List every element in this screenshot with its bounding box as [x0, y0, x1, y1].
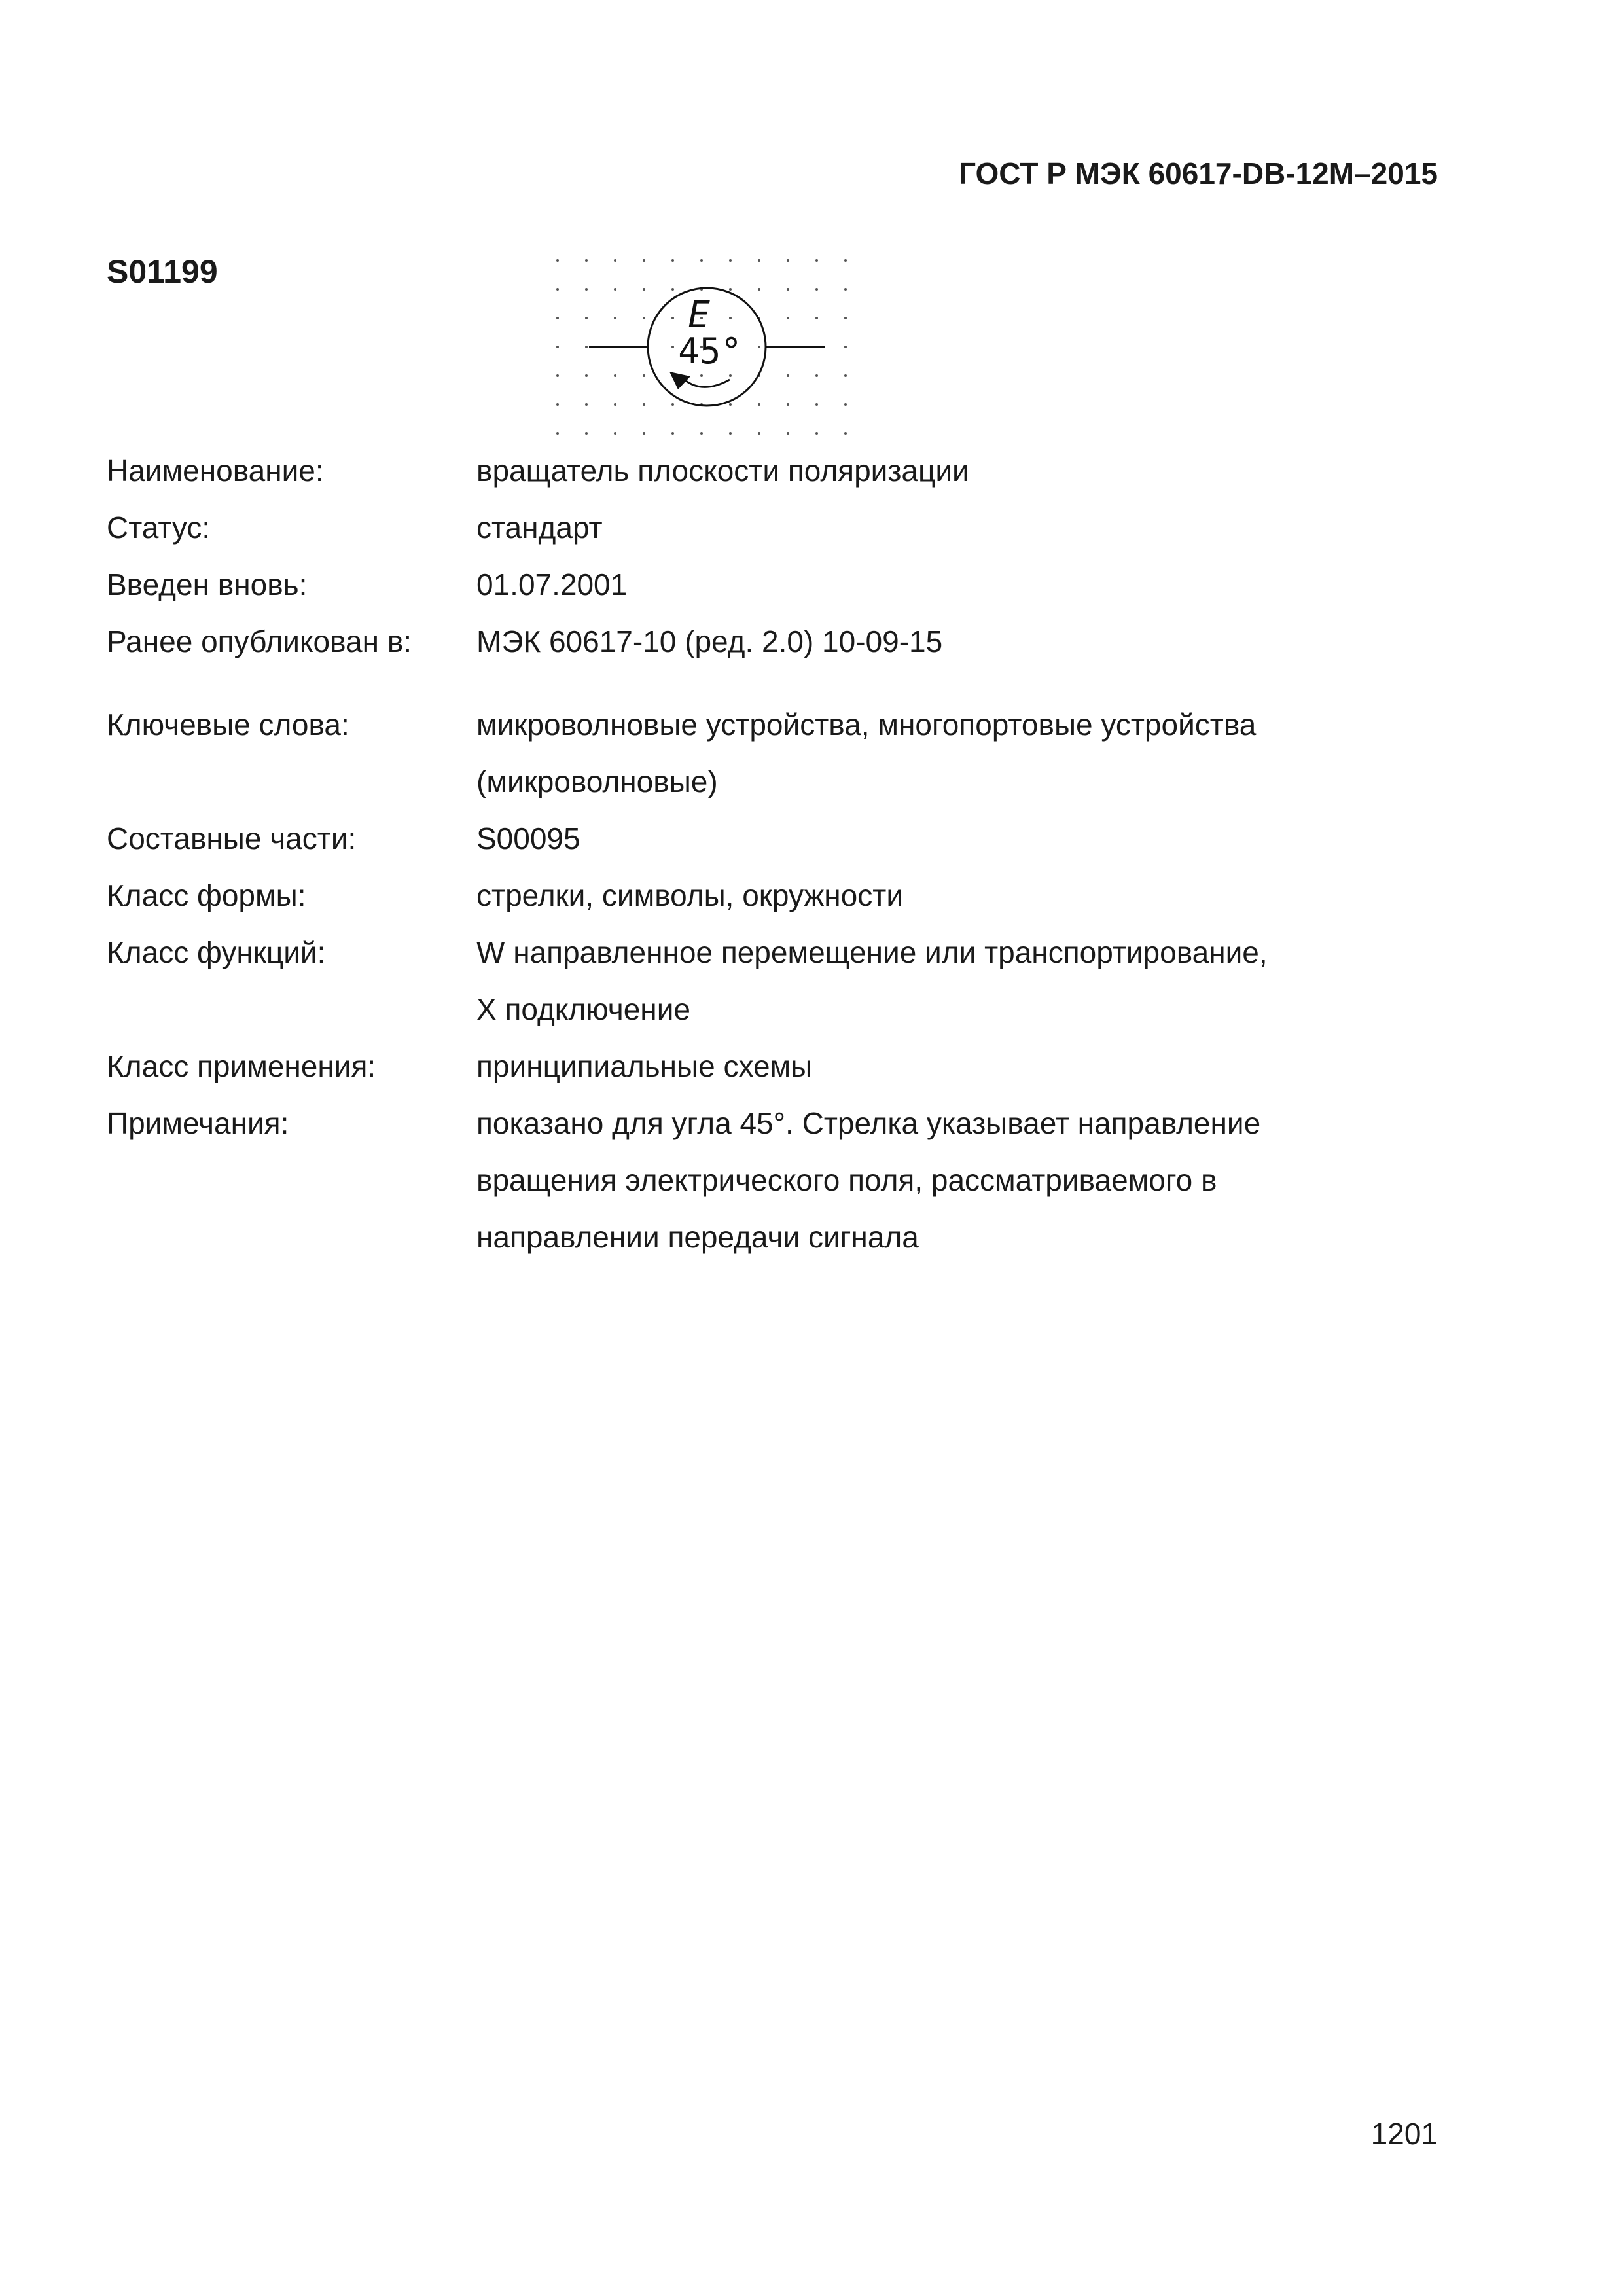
grid-dot — [614, 317, 616, 319]
grid-dot — [556, 317, 559, 319]
property-value — [476, 810, 1481, 867]
grid-dot — [585, 317, 588, 319]
grid-dot — [614, 288, 616, 291]
property-value-line: МЭК 60617-10 (ред. 2.0) 10-09-15 — [476, 624, 943, 658]
property-row — [107, 1095, 1481, 1266]
grid-dot — [844, 346, 847, 348]
grid-dot — [643, 259, 645, 262]
grid-dot — [585, 432, 588, 435]
property-value-line: S00095 — [476, 821, 580, 855]
property-row — [107, 1038, 1481, 1095]
property-row — [107, 556, 1481, 613]
property-value — [476, 499, 1481, 556]
property-value-line: X подключение — [476, 992, 690, 1026]
grid-dot — [844, 288, 847, 291]
grid-dot — [815, 317, 818, 319]
property-label: Класс функций: — [107, 935, 326, 969]
grid-dot — [643, 403, 645, 406]
properties-table — [107, 442, 1481, 1266]
property-value-line: вращения электрического поля, рассматриваемого в — [476, 1163, 1217, 1197]
grid-dot — [844, 374, 847, 377]
property-row — [107, 696, 1481, 810]
grid-dot — [671, 403, 674, 406]
grid-dot — [700, 374, 703, 377]
grid-dot — [787, 403, 789, 406]
property-value — [476, 442, 1481, 499]
grid-dot — [844, 259, 847, 262]
property-value-line: микроволновые устройства, многопортовые устройства — [476, 708, 1257, 742]
grid-dot — [758, 432, 760, 435]
grid-dot — [614, 432, 616, 435]
page-number: 1201 — [1370, 2117, 1438, 2151]
property-value — [476, 556, 1481, 613]
grid-dot — [585, 346, 588, 348]
property-value-line: вращатель плоскости поляризации — [476, 454, 969, 488]
grid-dot — [556, 288, 559, 291]
grid-dot — [643, 374, 645, 377]
property-value — [476, 613, 1481, 670]
grid-dot — [556, 259, 559, 262]
property-row — [107, 499, 1481, 556]
grid-dot — [787, 259, 789, 262]
property-value — [476, 1095, 1481, 1266]
grid-dot — [787, 288, 789, 291]
property-row — [107, 867, 1481, 924]
symbol-code: S01199 — [107, 253, 218, 290]
property-label: Наименование: — [107, 454, 324, 488]
grid-dot — [787, 432, 789, 435]
property-value-line: направлении передачи сигнала — [476, 1220, 919, 1254]
property-value — [476, 924, 1481, 1038]
grid-dot — [614, 259, 616, 262]
property-row — [107, 613, 1481, 670]
grid-dot — [671, 259, 674, 262]
grid-dot — [556, 432, 559, 435]
grid-dot — [556, 403, 559, 406]
property-row — [107, 924, 1481, 1038]
grid-dot — [614, 403, 616, 406]
grid-dot — [844, 432, 847, 435]
grid-dot — [729, 317, 732, 319]
grid-dot — [643, 317, 645, 319]
grid-dot — [844, 403, 847, 406]
grid-dot — [815, 288, 818, 291]
grid-dot — [758, 403, 760, 406]
grid-dot — [585, 288, 588, 291]
property-label: Ранее опубликован в: — [107, 624, 412, 658]
property-value-line: стандарт — [476, 511, 603, 545]
property-value-line: 01.07.2001 — [476, 567, 628, 601]
grid-dot — [729, 259, 732, 262]
property-row — [107, 810, 1481, 867]
grid-dot — [643, 432, 645, 435]
grid-dot — [844, 317, 847, 319]
grid-dot — [585, 259, 588, 262]
grid-dot — [729, 432, 732, 435]
property-label: Статус: — [107, 511, 211, 545]
grid-dot — [614, 374, 616, 377]
grid-dot — [787, 317, 789, 319]
grid-dot — [815, 259, 818, 262]
grid-dot — [758, 259, 760, 262]
property-value-line: принципиальные схемы — [476, 1049, 813, 1083]
grid-dot — [787, 374, 789, 377]
grid-dot — [556, 346, 559, 348]
grid-dot — [815, 403, 818, 406]
standard-header: ГОСТ Р МЭК 60617-DB-12M–2015 — [959, 156, 1438, 190]
grid-dot — [671, 288, 674, 291]
symbol-label-e: E — [688, 294, 710, 336]
property-label: Примечания: — [107, 1106, 289, 1140]
property-label: Составные части: — [107, 821, 357, 855]
property-label: Ключевые слова: — [107, 708, 349, 742]
grid-dot — [556, 374, 559, 377]
grid-dot — [671, 346, 674, 348]
grid-dot — [700, 259, 703, 262]
symbol-label-angle: 45° — [678, 331, 742, 372]
property-label: Введен вновь: — [107, 567, 308, 601]
grid-dot — [585, 403, 588, 406]
grid-dot — [758, 288, 760, 291]
grid-dot — [643, 288, 645, 291]
property-label: Класс применения: — [107, 1049, 376, 1083]
grid-dot — [815, 432, 818, 435]
property-row — [107, 442, 1481, 499]
grid-dot — [585, 374, 588, 377]
grid-dot — [671, 432, 674, 435]
grid-dot — [729, 374, 732, 377]
grid-dot — [700, 432, 703, 435]
property-value-line: показано для угла 45°. Стрелка указывает направление — [476, 1106, 1261, 1140]
property-value-line: W направленное перемещение или транспортирование, — [476, 935, 1268, 969]
rotation-arrowhead — [669, 372, 690, 389]
property-value — [476, 1038, 1481, 1095]
property-value-line: (микроволновые) — [476, 764, 718, 798]
polarization-rotator-symbol — [550, 255, 864, 439]
property-value — [476, 696, 1481, 810]
grid-dot — [815, 374, 818, 377]
grid-dot — [671, 317, 674, 319]
grid-dot — [729, 288, 732, 291]
property-value — [476, 867, 1481, 924]
grid-dot — [729, 403, 732, 406]
property-label: Класс формы: — [107, 878, 306, 912]
property-value-line: стрелки, символы, окружности — [476, 878, 904, 912]
grid-dot — [758, 346, 760, 348]
